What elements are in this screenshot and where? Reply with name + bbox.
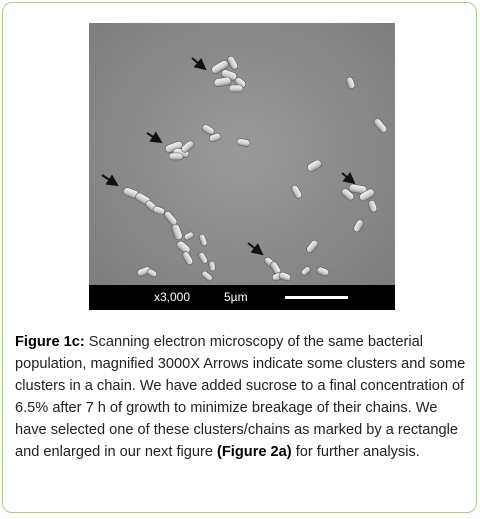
sem-micrograph	[89, 23, 395, 310]
caption-text: Scanning electron microscopy of the same bacterial population, magnified 3000X Arrows indicate some clusters and some clusters in a chain. We have added sucrose to a final concentration of 6.5% after 7 h of growth to minimize breakage of their chains. We have selected one of these clusters/chains as marked by a rectangle and enlarged in our next figure	[15, 334, 466, 460]
magnification-label: x3,000	[154, 290, 191, 304]
figure-reference: (Figure 2a)	[217, 444, 292, 460]
figure-caption	[15, 331, 467, 463]
scale-bar	[89, 285, 395, 310]
bacteria-image	[89, 23, 395, 310]
scale-line	[285, 296, 348, 299]
caption-label: Figure 1c:	[15, 334, 85, 350]
scale-label: 5µm	[224, 290, 248, 304]
caption-text-end: for further analysis.	[291, 444, 420, 460]
